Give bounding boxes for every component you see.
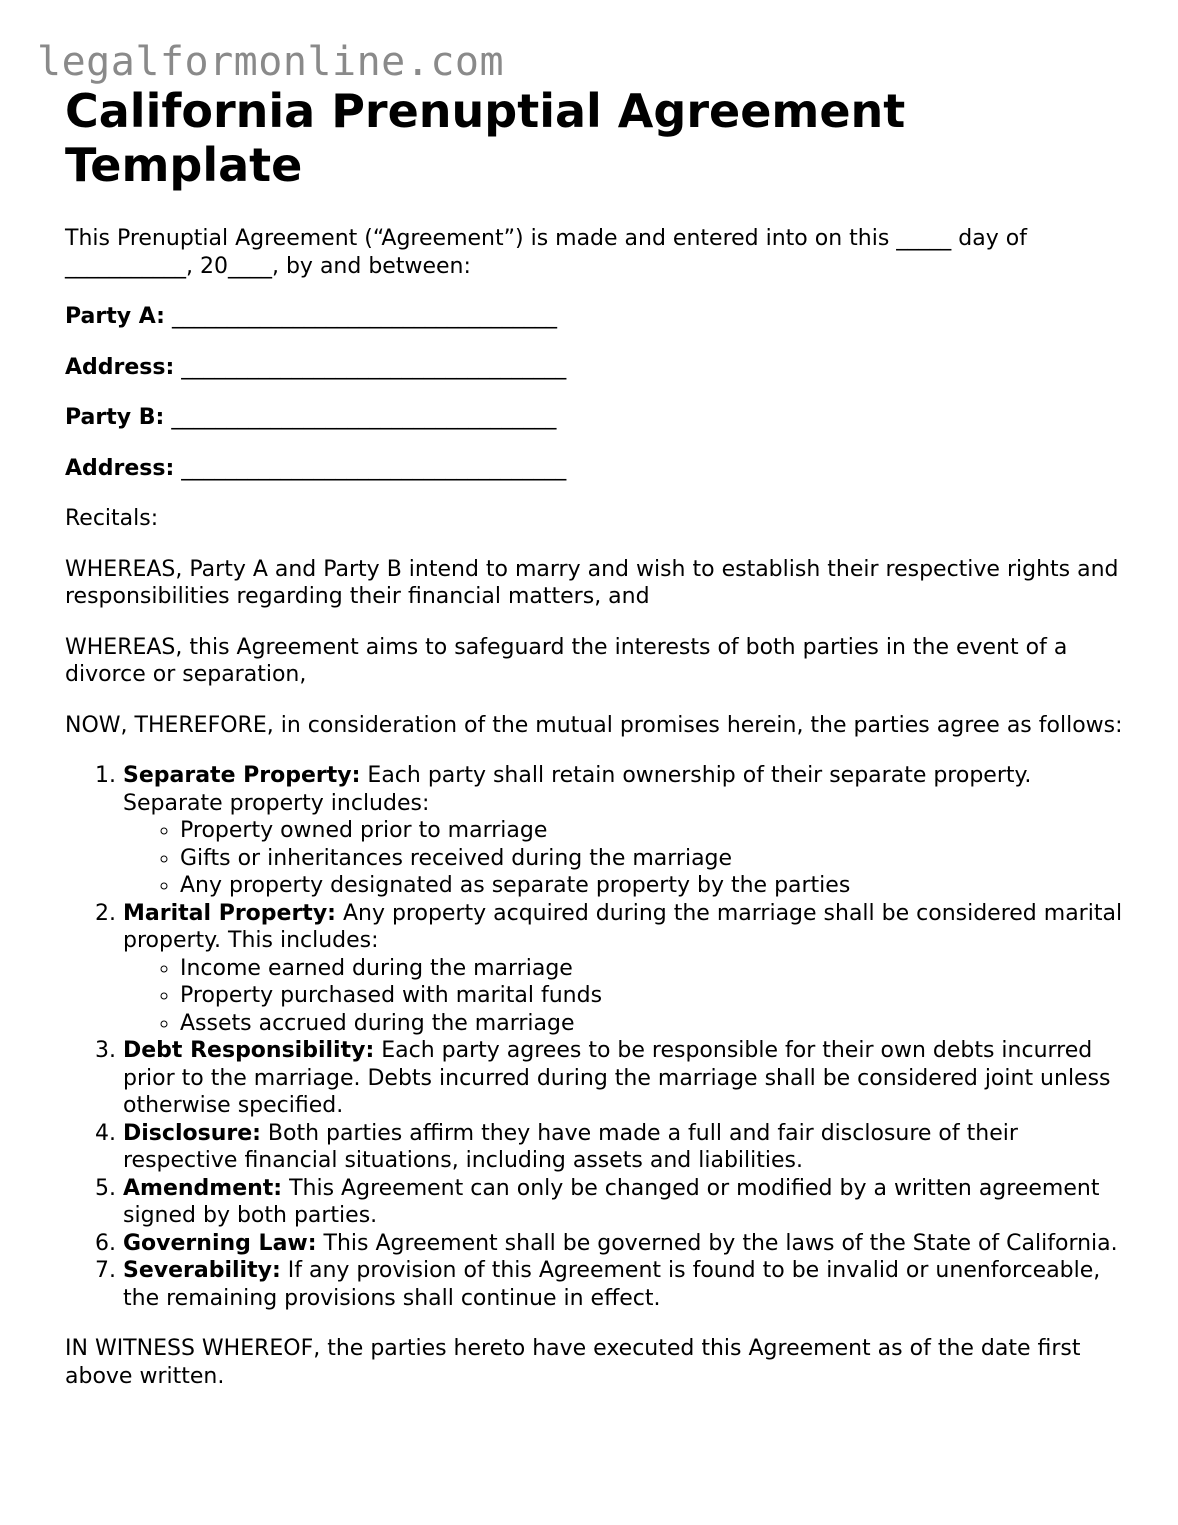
list-item: ◦ Any property designated as separate property by the parties	[180, 872, 1130, 900]
term-heading: Debt Responsibility:	[123, 1038, 375, 1063]
term-text: Each party agrees to be responsible for their own debts incurred prior to the marriage. Debts incurred during the marriage shall be considered joint unless otherwise specified.	[123, 1038, 1111, 1118]
term-heading: Governing Law:	[123, 1230, 317, 1256]
party-b-address-label: Address:	[65, 455, 175, 481]
now-therefore-paragraph: NOW, THEREFORE, in consideration of the mutual promises herein, the parties agree as follows:	[65, 712, 1123, 738]
term-text: Any property acquired during the marriage shall be considered marital property. This includes:	[123, 900, 1123, 953]
term-amendment	[123, 1175, 1130, 1230]
party-b-address-field	[65, 455, 1130, 483]
party-a-address-blank: ___________________________________	[181, 354, 567, 380]
term-text: Both parties affirm they have made a full and fair disclosure of their respective financial situations, including assets and liabilities.	[123, 1120, 1018, 1173]
term-separate-property	[123, 762, 1130, 900]
term-governing-law	[123, 1230, 1130, 1258]
party-b-address-blank: ___________________________________	[181, 455, 567, 481]
list-item: ◦ Property owned prior to marriage	[180, 817, 1130, 845]
party-a-blank: ___________________________________	[171, 304, 557, 329]
term-text: If any provision of this Agreement is found to be invalid or unenforceable, the remaining provisions shall continue in effect.	[123, 1258, 1101, 1311]
party-b-field	[65, 404, 1130, 432]
separate-property-sublist	[123, 817, 1130, 900]
term-text: Each party shall retain ownership of their separate property. Separate property includes:	[123, 763, 1032, 816]
watermark: legalformonline.com	[37, 39, 505, 85]
whereas-paragraph-2: WHEREAS, this Agreement aims to safeguard the interests of both parties in the event of a divorce or separation,	[65, 634, 1068, 687]
document-body	[65, 84, 1130, 1390]
party-b-blank: ___________________________________	[171, 405, 557, 430]
whereas-paragraph-1: WHEREAS, Party A and Party B intend to marry and wish to establish their respective rights and responsibilities regarding their financial matters, and	[65, 556, 1119, 609]
party-a-address-label: Address:	[65, 354, 175, 380]
term-heading: Severability:	[123, 1258, 281, 1283]
term-debt-responsibility	[123, 1037, 1130, 1120]
list-item: ◦ Income earned during the marriage	[180, 955, 1130, 983]
term-heading: Marital Property:	[123, 900, 336, 926]
intro-paragraph: This Prenuptial Agreement (“Agreement”) is made and entered into on this _____ day of ___________, 20____, by and between:	[65, 226, 1027, 279]
recitals-heading: Recitals:	[65, 506, 159, 531]
marital-property-sublist	[123, 955, 1130, 1038]
term-disclosure	[123, 1120, 1130, 1175]
term-text: This Agreement shall be governed by the laws of the State of California.	[316, 1230, 1118, 1256]
party-b-label: Party B:	[65, 405, 165, 430]
term-heading: Separate Property:	[123, 763, 361, 788]
terms-list	[65, 762, 1130, 1312]
witness-paragraph: IN WITNESS WHEREOF, the parties hereto have executed this Agreement as of the date first above written.	[65, 1336, 1081, 1389]
term-severability	[123, 1257, 1130, 1312]
term-marital-property	[123, 900, 1130, 1038]
list-item: ◦ Gifts or inheritances received during the marriage	[180, 845, 1130, 873]
party-a-address-field	[65, 354, 1130, 382]
party-a-field	[65, 303, 1130, 331]
list-item: ◦ Assets accrued during the marriage	[180, 1010, 1130, 1038]
party-a-label: Party A:	[65, 304, 165, 329]
term-heading: Disclosure:	[123, 1120, 261, 1146]
page-title: California Prenuptial Agreement Template	[65, 84, 906, 192]
term-heading: Amendment:	[123, 1175, 283, 1201]
list-item: ◦ Property purchased with marital funds	[180, 982, 1130, 1010]
term-text: This Agreement can only be changed or modified by a written agreement signed by both parties.	[123, 1175, 1100, 1228]
